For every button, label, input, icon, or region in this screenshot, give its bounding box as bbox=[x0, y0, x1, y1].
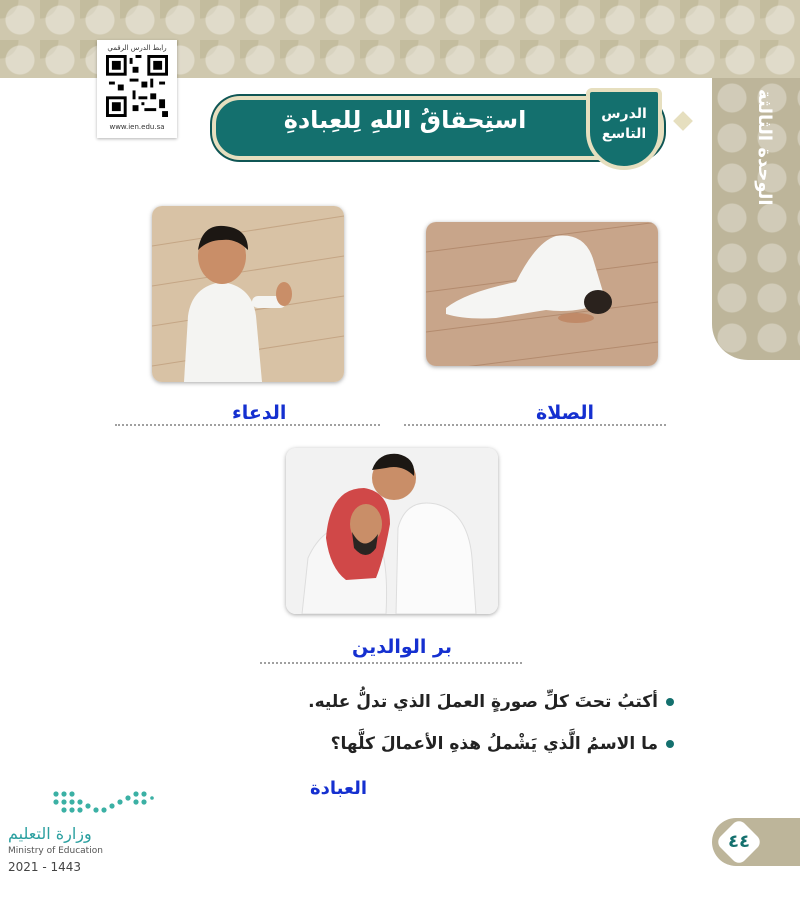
photo-prayer bbox=[426, 222, 658, 366]
qr-label: رابط الدرس الرقمي bbox=[107, 44, 167, 52]
boy-praying-dua-image bbox=[152, 206, 344, 382]
qr-url: www.ien.edu.sa bbox=[109, 123, 165, 131]
answer-prayer: الصلاة bbox=[536, 402, 595, 424]
lesson-badge-line1: الدرس bbox=[601, 106, 647, 122]
boy-kissing-father-image bbox=[286, 448, 498, 614]
question-1-text: أكتبُ تحتَ كلِّ صورةٍ العملَ الذي تدلُّ عليه. bbox=[308, 692, 658, 712]
qr-card[interactable] bbox=[97, 40, 177, 138]
boy-prostrating-image bbox=[426, 222, 658, 366]
title-ornament bbox=[673, 111, 693, 131]
ministry-name-ar: وزارة التعليم bbox=[8, 824, 92, 843]
bullet-icon bbox=[666, 740, 674, 748]
answer-supplication: الدعاء bbox=[232, 402, 287, 424]
unit-label: الوحدة الثالثة bbox=[754, 88, 775, 206]
question-2 bbox=[331, 734, 674, 754]
photo-supplication bbox=[152, 206, 344, 382]
ministry-logo-icon bbox=[50, 788, 154, 822]
lesson-badge-line2: التاسع bbox=[601, 126, 647, 142]
answer-line-prayer[interactable] bbox=[404, 402, 666, 426]
photo-kindness-to-parents bbox=[286, 448, 498, 614]
lesson-badge bbox=[586, 88, 662, 170]
question-2-text: ما الاسمُ الَّذي يَشْملُ هذهِ الأعمالَ كلَّها؟ bbox=[330, 734, 658, 754]
bullet-icon bbox=[666, 698, 674, 706]
question-1 bbox=[308, 692, 674, 712]
ministry-name-en: Ministry of Education bbox=[8, 846, 103, 856]
page-number: ٤٤ bbox=[728, 831, 750, 852]
qr-code-icon bbox=[106, 55, 168, 117]
edition-year: 2021 - 1443 bbox=[8, 860, 82, 874]
final-answer: العبادة bbox=[310, 778, 368, 799]
answer-kindness: بر الوالدين bbox=[352, 636, 452, 658]
lesson-title: استِحقاقُ اللهِ لِلعِبادةِ bbox=[283, 106, 527, 134]
